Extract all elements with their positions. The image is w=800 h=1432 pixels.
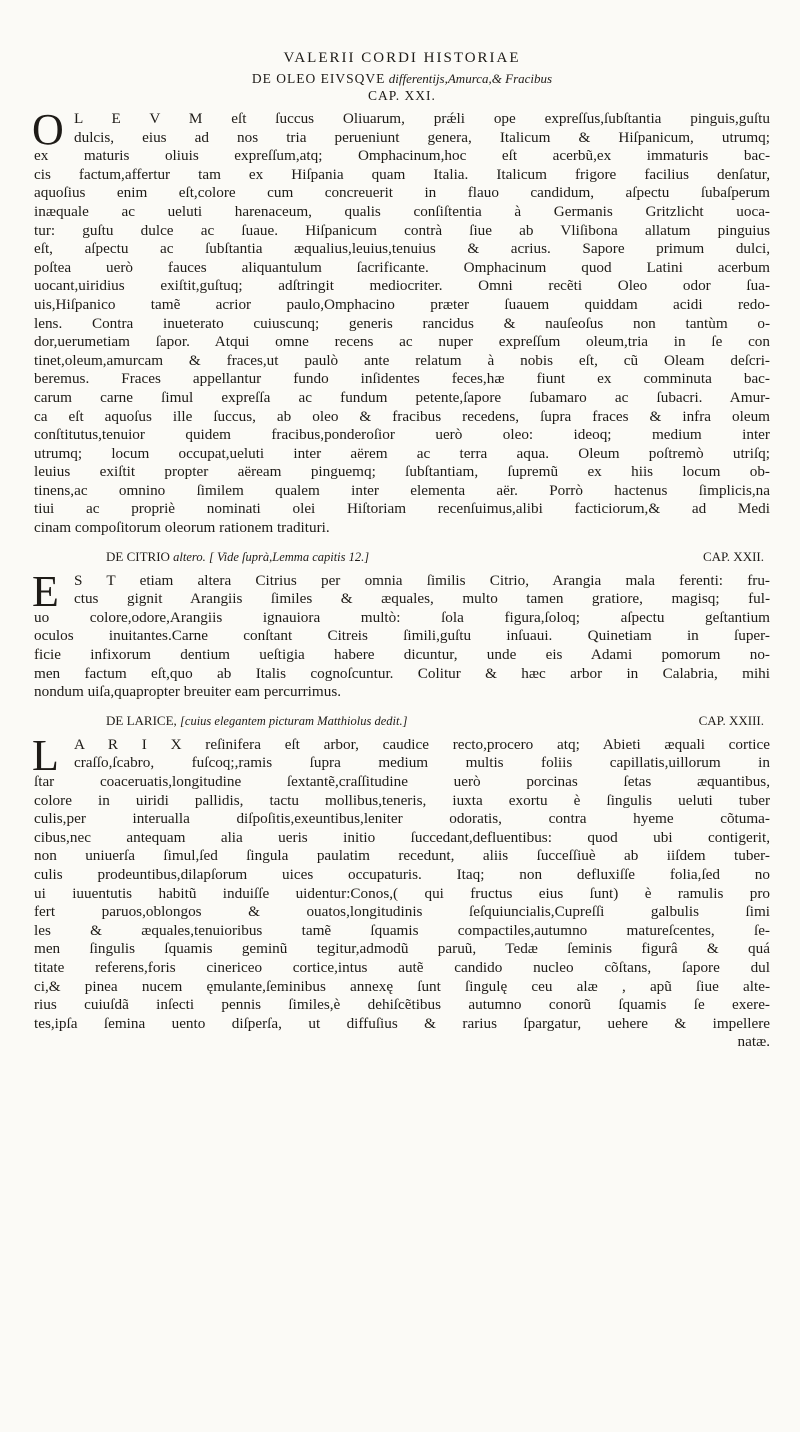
text-line: rius cuiuſdã inſecti pennis ſimiles,è dehiſcẽtibus autumno conorũ ſquamis ſe exere- bbox=[34, 996, 770, 1014]
chapter-23-title bbox=[106, 712, 407, 730]
text-line: uocant,uiridius exiſtit,guſtuq; adſtringit mediocriter. Omni recẽti Oleo odor ſua- bbox=[34, 277, 770, 295]
chapter-23-title-prefix: DE LARICE, bbox=[106, 712, 177, 728]
text-line: ui iuuentutis habitũ induiſſe uidentur:Conos,( qui fructus eius ſunt) è ramulis pro bbox=[34, 884, 770, 902]
text-line: fert paruos,oblongos & ouatos,longitudinis ſeſquiuncialis,Cupreſſi galbulis ſimi bbox=[34, 903, 770, 921]
text-line: utrumq; locum occupat,ueluti inter aërem ac terra aqua. Oleum poſtremò utriſq; bbox=[34, 444, 770, 462]
chapter-21-title-prefix: DE OLEO EIVSQVE bbox=[251, 71, 386, 86]
chapter-21-initial: O bbox=[32, 105, 64, 154]
chapter-22-title-italic: altero. bbox=[173, 549, 206, 564]
chapter-23-heading bbox=[106, 712, 764, 730]
text-line: A R I X reſinifera eſt arbor, caudice recto,procero atq; Abieti æquali cortice bbox=[74, 735, 770, 753]
text-line: uo colore,odore,Arangiis ignauiora multò: ſola figura,ſoloq; aſpectu geſtantium bbox=[34, 608, 770, 626]
text-line: ci,& pinea nucem ęmulante,ſeminibus annexę ſunt ſingulę ceu alæ , apũ ſiue alte- bbox=[34, 977, 770, 995]
text-line: beremus. Fraces appellantur fundo inſidentes feces,hæ fiunt ex comminuta bac- bbox=[34, 370, 770, 388]
text-line: colore in uiridi pallidis, tactu mollibus,teneris, iuxta exortu è ſingulis ueluti tuber bbox=[34, 791, 770, 809]
chapter-22-body bbox=[32, 566, 770, 702]
text-line: lens. Contra inueterato cuiuscunq; generis rancidus & nauſeoſus non tantùm o- bbox=[34, 314, 770, 332]
chapter-22-heading bbox=[106, 548, 764, 566]
text-line: cibus,nec antequam alia ueris initio ſuccedant,defluentibus: quod ubi contigerit, bbox=[34, 828, 770, 846]
text-line: tur: guſtu dulce ac ſuaue. Hiſpanicum contrà ſiue ab Vliſibona allatum pinguius bbox=[34, 221, 770, 239]
chapter-22-initial: E bbox=[32, 566, 59, 616]
text-line: tinens,ac omnino ſimilem qualem inter elementa aër. Porrò hactenus ſimplicis,na bbox=[34, 481, 770, 499]
text-line: S T etiam altera Citrius per omnia ſimilis Citrio, Arangia mala ferenti: fru- bbox=[74, 571, 770, 589]
chapter-21-body bbox=[32, 105, 770, 538]
text-line: culis,per interualla diſpoſitis,exeuntibus,leniter odoratis, contra hyeme cõtuma- bbox=[34, 810, 770, 828]
text-line: eſt, aſpectu ac ſubſtantia æqualius,leuius,tenuius & acrius. Sapore primum dulci, bbox=[34, 240, 770, 258]
text-line: men factum eſt,quo ab Italis cognoſcuntur. Colitur & hæc arbor in Calabria, mihi bbox=[34, 664, 770, 682]
chapter-23-initial: L bbox=[32, 730, 59, 780]
chapter-22-title-prefix: DE CITRIO bbox=[106, 548, 170, 564]
text-line: titate referens,foris cinericeo cortice,intus autẽ candido nucleo cõſtans, ſapore dul bbox=[34, 958, 770, 976]
chapter-21-label: CAP. XXI. bbox=[368, 88, 436, 103]
chapter-21-title-italic: differentijs,Amurca,& Fracibus bbox=[388, 71, 553, 86]
chapter-22-title bbox=[106, 548, 369, 566]
text-line: poſtea uerò fauces aliquantulum ſacrificante. Omphacinum quod Latini acerbum bbox=[34, 258, 770, 276]
text-line: ctus gignit Arangiis ſimiles & æquales, multo tamen gratiore, magisq; ful- bbox=[74, 590, 770, 608]
text-line: culis prodeuntibus,dilapſorum uices occupaturis. Itaq; non defluxiſſe folia,ſed no bbox=[34, 865, 770, 883]
text-line: cis factum,affertur tam ex Hiſpania quam Italia. Italicum frigore facilius denſatur, bbox=[34, 165, 770, 183]
text-line: dor,uerumetiam ſapor. Atqui omne recens ac nuper expreſſum oleum,tria in ſe con bbox=[34, 333, 770, 351]
chapter-22-label: CAP. XXII. bbox=[702, 548, 764, 564]
text-line: craſſo,ſcabro, fuſcoq;,ramis ſupra medium multis foliis capillatis,uillorum in bbox=[74, 754, 770, 772]
running-head: VALERII CORDI HISTORIAE bbox=[283, 50, 521, 66]
text-line: leuius exiſtit propter aëream pinguemq; ſubſtantiam, ſupremũ ex hiis locum ob- bbox=[34, 463, 770, 481]
catchword: natæ. bbox=[737, 1033, 770, 1051]
text-line: tinet,oleum,amurcam & fraces,ut paulò ante relatum à nobis eſt, cũ Oleam deſcri- bbox=[34, 351, 770, 369]
text-line: ficie infixorum dentium ueſtigia habere dicuntur, unde eis Adami pomorum no- bbox=[34, 646, 770, 664]
text-line: inæquale ac ueluti harenaceum, qualis conſiſtentia à Germanis Gritzlicht uoca- bbox=[34, 202, 770, 220]
text-line: conſtitutus,tenuior quidem fracibus,ponderoſior uerò oleo: ideoq; medium inter bbox=[34, 426, 770, 444]
text-line: aquoſius enim eſt,colore cum concreuerit in flauo candidum, aſpectu ſubaſperum bbox=[34, 184, 770, 202]
text-line: uis,Hiſpanico tamẽ acrior paulo,Omphacino præter ſuauem quiddam acidi redo- bbox=[34, 295, 770, 313]
text-line: ex maturis oliuis expreſſum,atq; Omphacinum,hoc eſt acerbũ,ex immaturis bac- bbox=[34, 147, 770, 165]
text-line: ſtar coaceruatis,longitudine ſextantẽ,craſſitudine uerò porcinas ſetas æquantibus, bbox=[34, 773, 770, 790]
text-line: nondum uiſa,quapropter breuiter eam percurrimus. bbox=[34, 683, 342, 701]
chapter-23-title-bracket: [cuius elegantem picturam Matthiolus dedit.] bbox=[180, 713, 408, 728]
chapter-22-title-bracket: [ Vide ſuprà,Lemma capitis 12.] bbox=[208, 549, 370, 564]
text-line: oculos inuitantes.Carne conſtant Citreis ſimili,guſtu inſuaui. Quinetiam in ſuper- bbox=[34, 627, 770, 645]
text-line: les & æquales,tenuioribus tamẽ ſquamis compactiles,autumno matureſcentes, ſe- bbox=[34, 921, 770, 939]
text-line: tes,ipſa ſemina uento diſperſa, ut diffuſius & rarius ſpargatur, uehere & impellere bbox=[34, 1014, 770, 1032]
text-line: ca eſt aquoſus ille ſuccus, ab oleo & fracibus recedens, ſupra fraces & infra oleum bbox=[34, 407, 770, 425]
text-line: tiui ac propriè nominati olei Hiſtoriam recenſuimus,alibi facticiorum,& ad Medi bbox=[34, 500, 770, 518]
chapter-23-body bbox=[32, 730, 770, 1052]
chapter-23-label: CAP. XXIII. bbox=[698, 712, 764, 728]
text-line: non uniuerſa ſimul,ſed ſingula paulatim recedunt, aliis ſucceſſiuè ab iiſdem tuber- bbox=[34, 847, 770, 865]
text-line: L E V M eſt ſuccus Oliuarum, prǽli ope expreſſus,ſubſtantia pinguis,guſtu bbox=[74, 110, 770, 127]
text-line: cinam compoſitorum oleorum rationem tradituri. bbox=[34, 519, 330, 537]
text-line: dulcis, eius ad nos tria perueniunt genera, Italicum & Hiſpanicum, utrumq; bbox=[74, 128, 770, 146]
text-line: carum carne ſimul expreſſa ac fundum petente,ſapore ſubamaro ac ſubacri. Amur- bbox=[34, 388, 770, 406]
chapter-21-title bbox=[34, 70, 770, 87]
text-line: men ſingulis ſquamis geminũ tegitur,admodũ paruũ, Tedæ ſeminis figurâ & quá bbox=[34, 940, 770, 958]
